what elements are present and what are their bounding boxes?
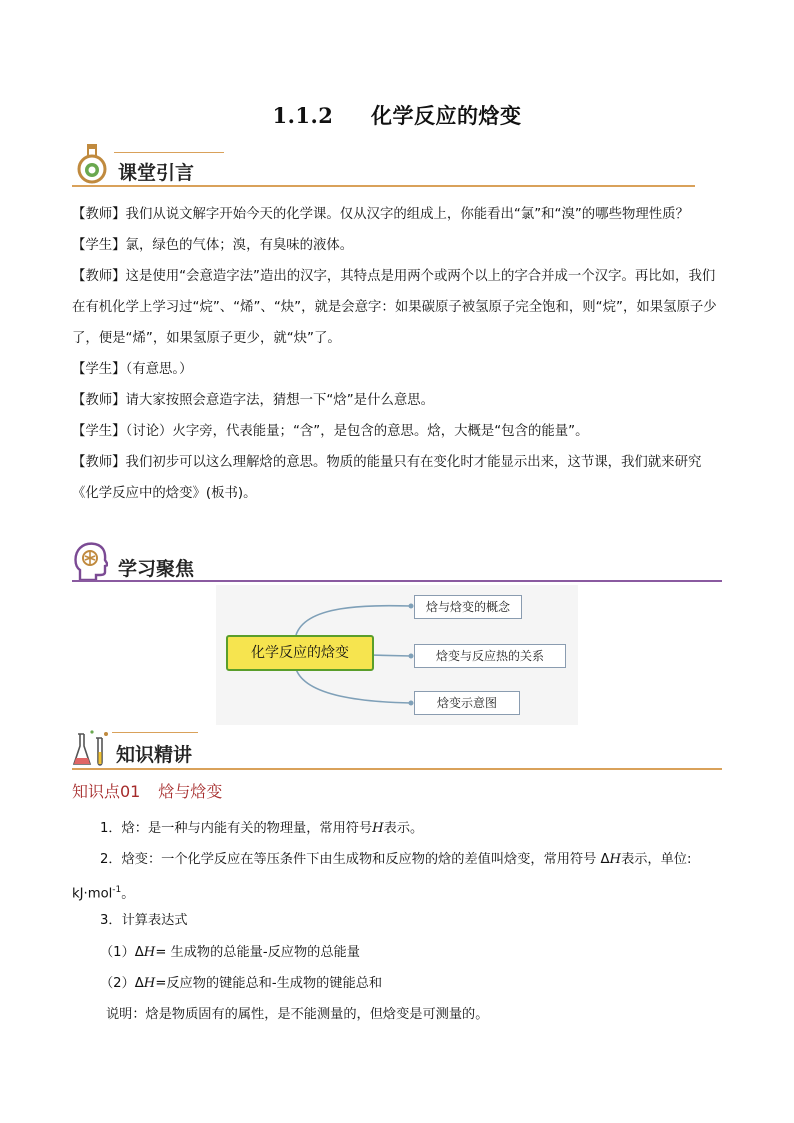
symbol-h: H <box>143 945 156 960</box>
dialogue-line: 【教师】这是使用“会意造字法”造出的汉字，其特点是用两个或两个以上的字合并成一个汉字。再比如，我们在有机化学上学习过“烷”、“烯”、“炔”，就是会意字：如果碳原子被氢原子完全饱和，则“烷”，如果氢原子少了，便是“烯”，如果氢原子更少，就“炔”了。 <box>72 269 717 346</box>
page-title <box>0 100 794 130</box>
section-knowledge-title: 知识精讲 <box>116 744 193 766</box>
title-number: 1.1.2 <box>272 103 334 128</box>
kp-item-1 <box>100 819 423 839</box>
knowledge-point-title: 焓与焓变 <box>158 782 223 801</box>
symbol-h: H <box>609 852 622 867</box>
unit-text: kJ·mol <box>72 886 113 902</box>
formula-2-prefix: （2）Δ <box>100 976 144 991</box>
dialogue-line: 【学生】（有意思。） <box>72 362 193 377</box>
kp-item-2-text: 2．焓变：一个化学反应在等压条件下由生成物和反应物的焓的差值叫焓变，常用符号 Δ <box>100 852 610 867</box>
knowledge-top-rule <box>112 732 198 733</box>
dialogue-line: 【教师】请大家按照会意造字法，猜想一下“焓”是什么意思。 <box>72 393 435 408</box>
mindmap <box>216 585 578 725</box>
mindmap-branch-node: 焓变示意图 <box>414 691 520 715</box>
kp-item-1-suffix: 表示。 <box>383 821 424 836</box>
dialogue-line: 【教师】我们初步可以这么理解焓的意思。物质的能量只有在变化时才能显示出来，这节课，我们就来研究《化学反应中的焓变》(板书)。 <box>72 455 702 501</box>
kp-item-2 <box>100 850 724 870</box>
symbol-h: H <box>372 821 384 836</box>
knowledge-point-heading <box>72 779 222 802</box>
title-text: 化学反应的焓变 <box>371 103 522 128</box>
dialogue-line: 【教师】我们从说文解字开始今天的化学课。仅从汉字的组成上，你能看出“氯”和“溴”的哪些物理性质？ <box>72 207 689 222</box>
kp-formula-1 <box>100 943 360 963</box>
section-focus-header <box>72 540 724 584</box>
head-brain-icon <box>72 540 108 582</box>
lab-glassware-icon <box>72 728 112 768</box>
dialogue-line: 【学生】氯，绿色的气体；溴，有臭味的液体。 <box>72 238 354 253</box>
knowledge-point-label: 知识点01 <box>72 782 141 801</box>
formula-1-text: = 生成物的总能量-反应物的总能量 <box>155 945 360 960</box>
kp-item-2-unit <box>72 880 134 904</box>
unit-superscript: -1 <box>112 885 122 895</box>
section-knowledge-header <box>72 728 724 772</box>
section-focus-title: 学习聚焦 <box>118 558 195 580</box>
focus-rule <box>72 580 722 582</box>
section-intro-header <box>72 142 696 190</box>
kp-item-3: 3．计算表达式 <box>100 913 188 928</box>
knowledge-rule <box>72 768 722 770</box>
flask-icon <box>74 142 112 186</box>
mindmap-branch-node: 焓变与反应热的关系 <box>414 644 566 668</box>
section-intro-title: 课堂引言 <box>118 162 195 184</box>
formula-1-prefix: （1）Δ <box>100 945 144 960</box>
symbol-h: H <box>143 976 156 991</box>
kp-item-2-suffix: 表示，单位: <box>621 852 692 867</box>
kp-formula-2 <box>100 974 382 994</box>
unit-end: 。 <box>121 886 135 902</box>
intro-top-rule <box>114 152 224 153</box>
formula-2-text: =反应物的键能总和-生成物的键能总和 <box>155 976 383 991</box>
mindmap-center-node: 化学反应的焓变 <box>226 635 374 671</box>
intro-dialogue <box>72 199 724 509</box>
dialogue-line: 【学生】（讨论）火字旁，代表能量；“含”，是包含的意思。焓，大概是“包含的能量”。 <box>72 424 589 439</box>
kp-note: 说明：焓是物质固有的属性，是不能测量的，但焓变是可测量的。 <box>106 1007 489 1022</box>
mindmap-branch-node: 焓与焓变的概念 <box>414 595 522 619</box>
intro-rule <box>72 185 695 187</box>
kp-item-1-text: 1．焓：是一种与内能有关的物理量，常用符号 <box>100 821 373 836</box>
